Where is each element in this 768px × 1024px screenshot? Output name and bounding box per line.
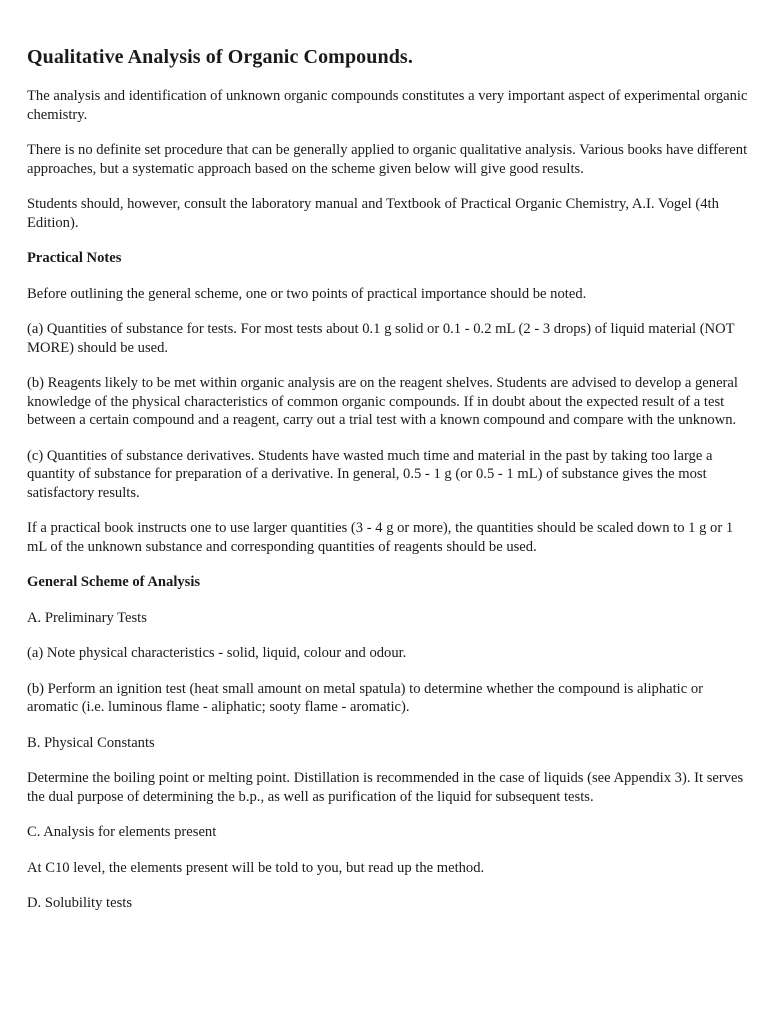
reference-paragraph: Students should, however, consult the laboratory manual and Textbook of Practical Organic Chemistry, A.I. Vogel (4th Edition). (27, 196, 719, 231)
subheading-preliminary-tests: A. Preliminary Tests (27, 609, 147, 626)
preliminary-a-paragraph: (a) Note physical characteristics - solid, liquid, colour and odour. (27, 645, 407, 661)
elements-analysis-paragraph: At C10 level, the elements present will be told to you, but read up the method. (27, 859, 485, 876)
document-page (27, 44, 749, 930)
subheading-elements-analysis: C. Analysis for elements present (27, 824, 217, 840)
section-heading-practical-notes: Practical Notes (27, 250, 122, 266)
preliminary-b-paragraph: (b) Perform an ignition test (heat small amount on metal spatula) to determine whether the compound is aliphatic or aromatic (i.e. luminous flame - aliphatic; sooty flame - aromatic). (27, 680, 703, 715)
subheading-physical-constants: B. Physical Constants (27, 734, 155, 751)
document-title: Qualitative Analysis of Organic Compounds. (27, 46, 413, 68)
procedure-paragraph: There is no definite set procedure that can be generally applied to organic qualitative analysis. Various books have different approaches, but a systematic approach based on the scheme given below will give good results. (27, 142, 748, 177)
note-c-paragraph: (c) Quantities of substance derivatives. Students have wasted much time and material in the past by taking too large a quantity of substance for preparation of a derivative. In general, 0.5 - 1 g (or 0.5 - 1 mL) of substance gives the most satisfactory results. (27, 447, 713, 501)
note-b-paragraph: (b) Reagents likely to be met within organic analysis are on the reagent shelves. Students are advised to develop a general knowledge of the physical characteristics of common organic compounds. If in doubt about the expected result of a test between a certain compound and a reagent, carry out a trial test with a known compound and compare with the unknown. (27, 375, 738, 428)
note-a-paragraph: (a) Quantities of substance for tests. For most tests about 0.1 g solid or 0.1 - 0.2 mL (2 - 3 drops) of liquid material (NOT MORE) should be used. (27, 321, 735, 356)
subheading-solubility-tests: D. Solubility tests (27, 895, 133, 911)
section-heading-general-scheme: General Scheme of Analysis (27, 574, 201, 590)
intro-paragraph: The analysis and identification of unknown organic compounds constitutes a very important aspect of experimental organic chemistry. (27, 88, 748, 123)
scaling-paragraph: If a practical book instructs one to use larger quantities (3 - 4 g or more), the quantities should be scaled down to 1 g or 1 mL of the unknown substance and corresponding quantities of reagents should be used. (27, 520, 734, 555)
physical-constants-paragraph: Determine the boiling point or melting point. Distillation is recommended in the case of liquids (see Appendix 3). It serves the dual purpose of determining the b.p., as well as purification of the liquid for subsequent tests. (27, 770, 744, 805)
practical-notes-intro: Before outlining the general scheme, one or two points of practical importance should be noted. (27, 285, 587, 302)
